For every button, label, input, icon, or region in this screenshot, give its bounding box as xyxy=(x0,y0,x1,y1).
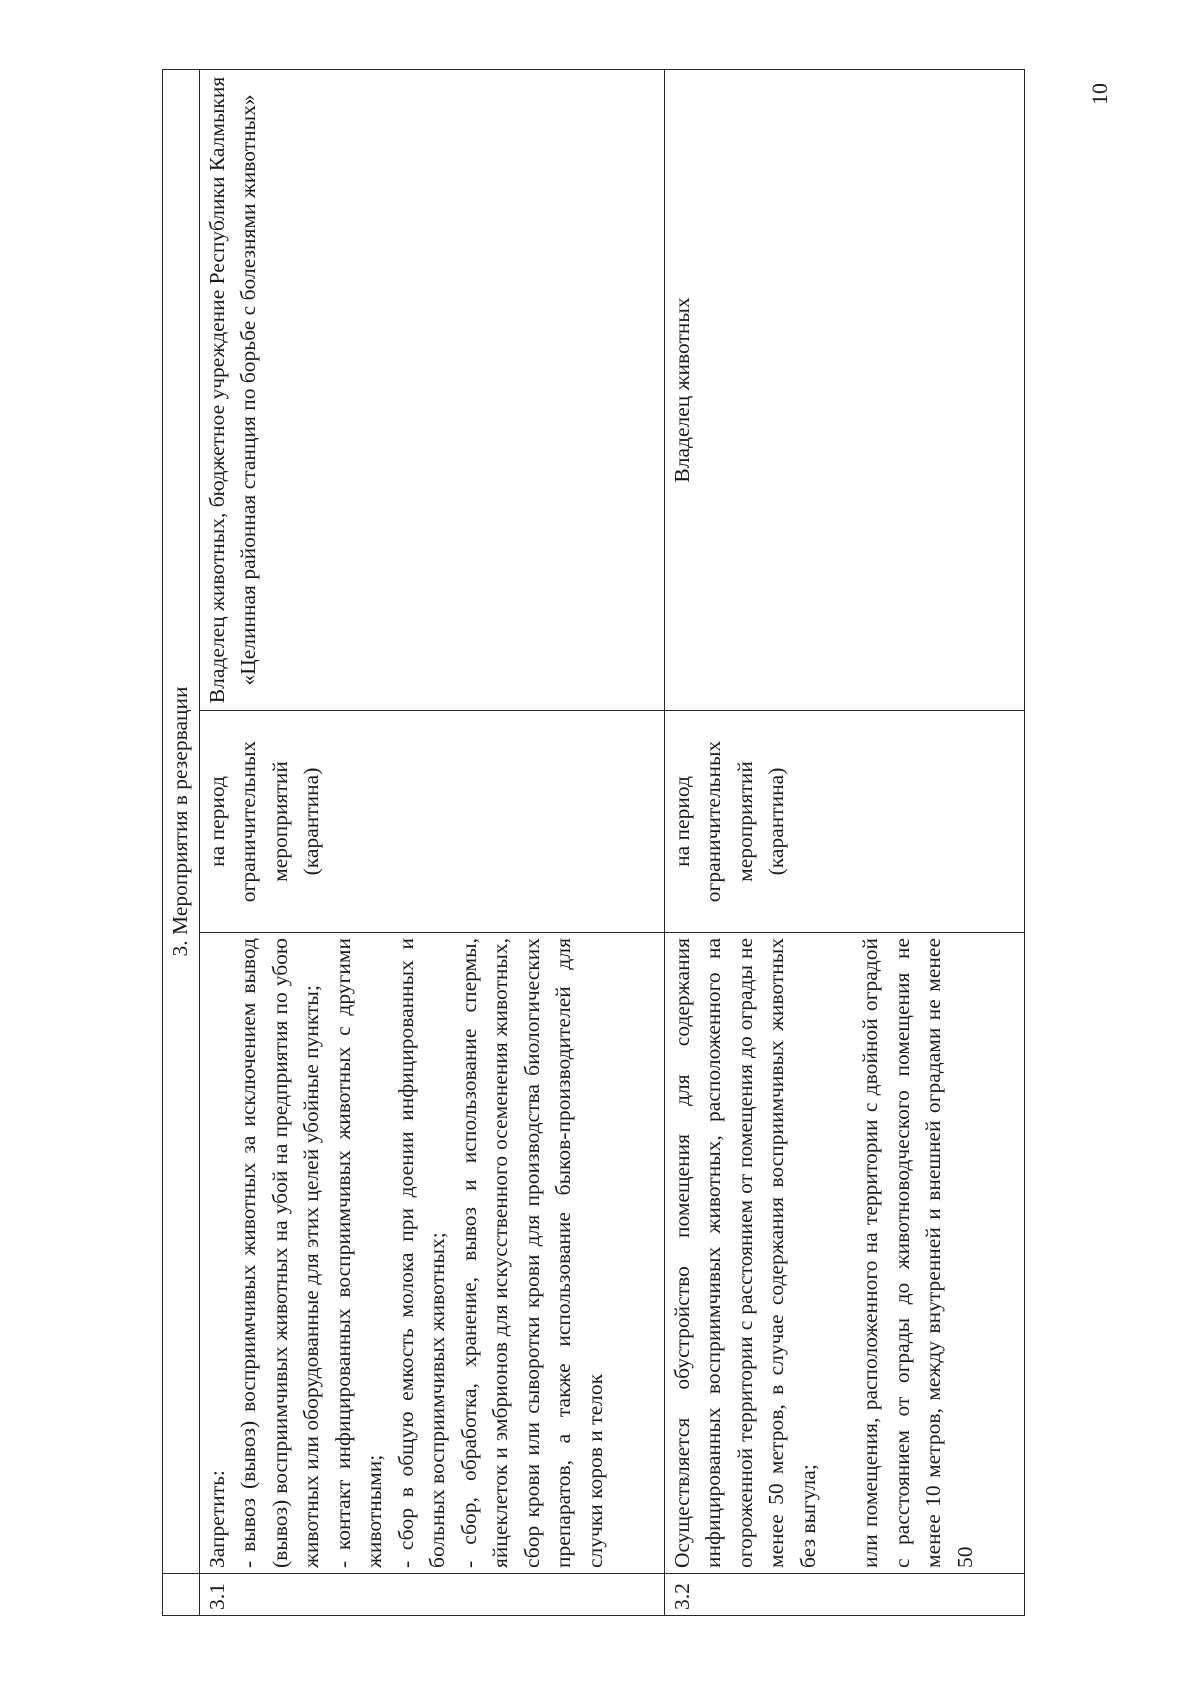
measure-cell xyxy=(664,933,1024,1574)
measure-paragraph: - сбор в общую емкость молока при доении инфицированных и больных восприимчивых животных; xyxy=(393,938,449,1568)
measure-paragraph: - сбор, обработка, хранение, вывоз и использование спермы, яйцеклеток и эмбрионов для искусственного осеменения животных, сбор крови или сыворотки крови для производства биологических препаратов, а также использование быков-производителей для случки коров и телок xyxy=(456,938,607,1568)
responsible-cell: Владелец животных xyxy=(664,69,1024,710)
section-title: 3. Мероприятия в резервации xyxy=(163,69,200,1573)
table-row xyxy=(199,69,664,1615)
period-cell: на период ограничительных мероприятий (карантина) xyxy=(664,711,1024,933)
section-header-row xyxy=(163,69,200,1615)
measure-paragraph: - вывоз (вывоз) восприимчивых животных за исключением вывод (вывоз) восприимчивых животных на убой на предприятия по убою животных или оборудованные для этих целей убойные пункты; xyxy=(236,938,323,1568)
table-row xyxy=(664,69,1024,1615)
measure-paragraph: или помещения, расположенного на территории с двойной оградой с расстоянием от ограды до животноводческого помещения не менее 10 метров, между внутренней и внешней оградами не менее 50 xyxy=(858,938,977,1568)
measures-table xyxy=(162,69,1025,1616)
measure-paragraph: Осуществляется обустройство помещения для содержания инфицированных восприимчивых животных, расположенного на огороженной территории с расстоянием от помещения до ограды не менее 50 метров, в случае содержания восприимчивых животных без выгула; xyxy=(669,938,820,1568)
row-number: 3.1 xyxy=(199,1574,664,1616)
period-cell: на период ограничительных мероприятий (карантина) xyxy=(199,711,664,933)
measure-cell xyxy=(199,933,664,1574)
document-page-rotated xyxy=(162,70,1070,1616)
row-number: 3.2 xyxy=(664,1574,1024,1616)
page-number: 10 xyxy=(1087,83,1112,105)
paragraph-gap xyxy=(824,938,855,1568)
measure-paragraph: - контакт инфицированных восприимчивых животных с другими животными; xyxy=(330,938,386,1568)
measure-paragraph: Запретить: xyxy=(204,1470,229,1568)
empty-num-cell xyxy=(163,1574,200,1616)
responsible-cell: Владелец животных, бюджетное учреждение Республики Калмыкия «Целинная районная станция по борьбе с болезнями животных» xyxy=(199,69,664,710)
